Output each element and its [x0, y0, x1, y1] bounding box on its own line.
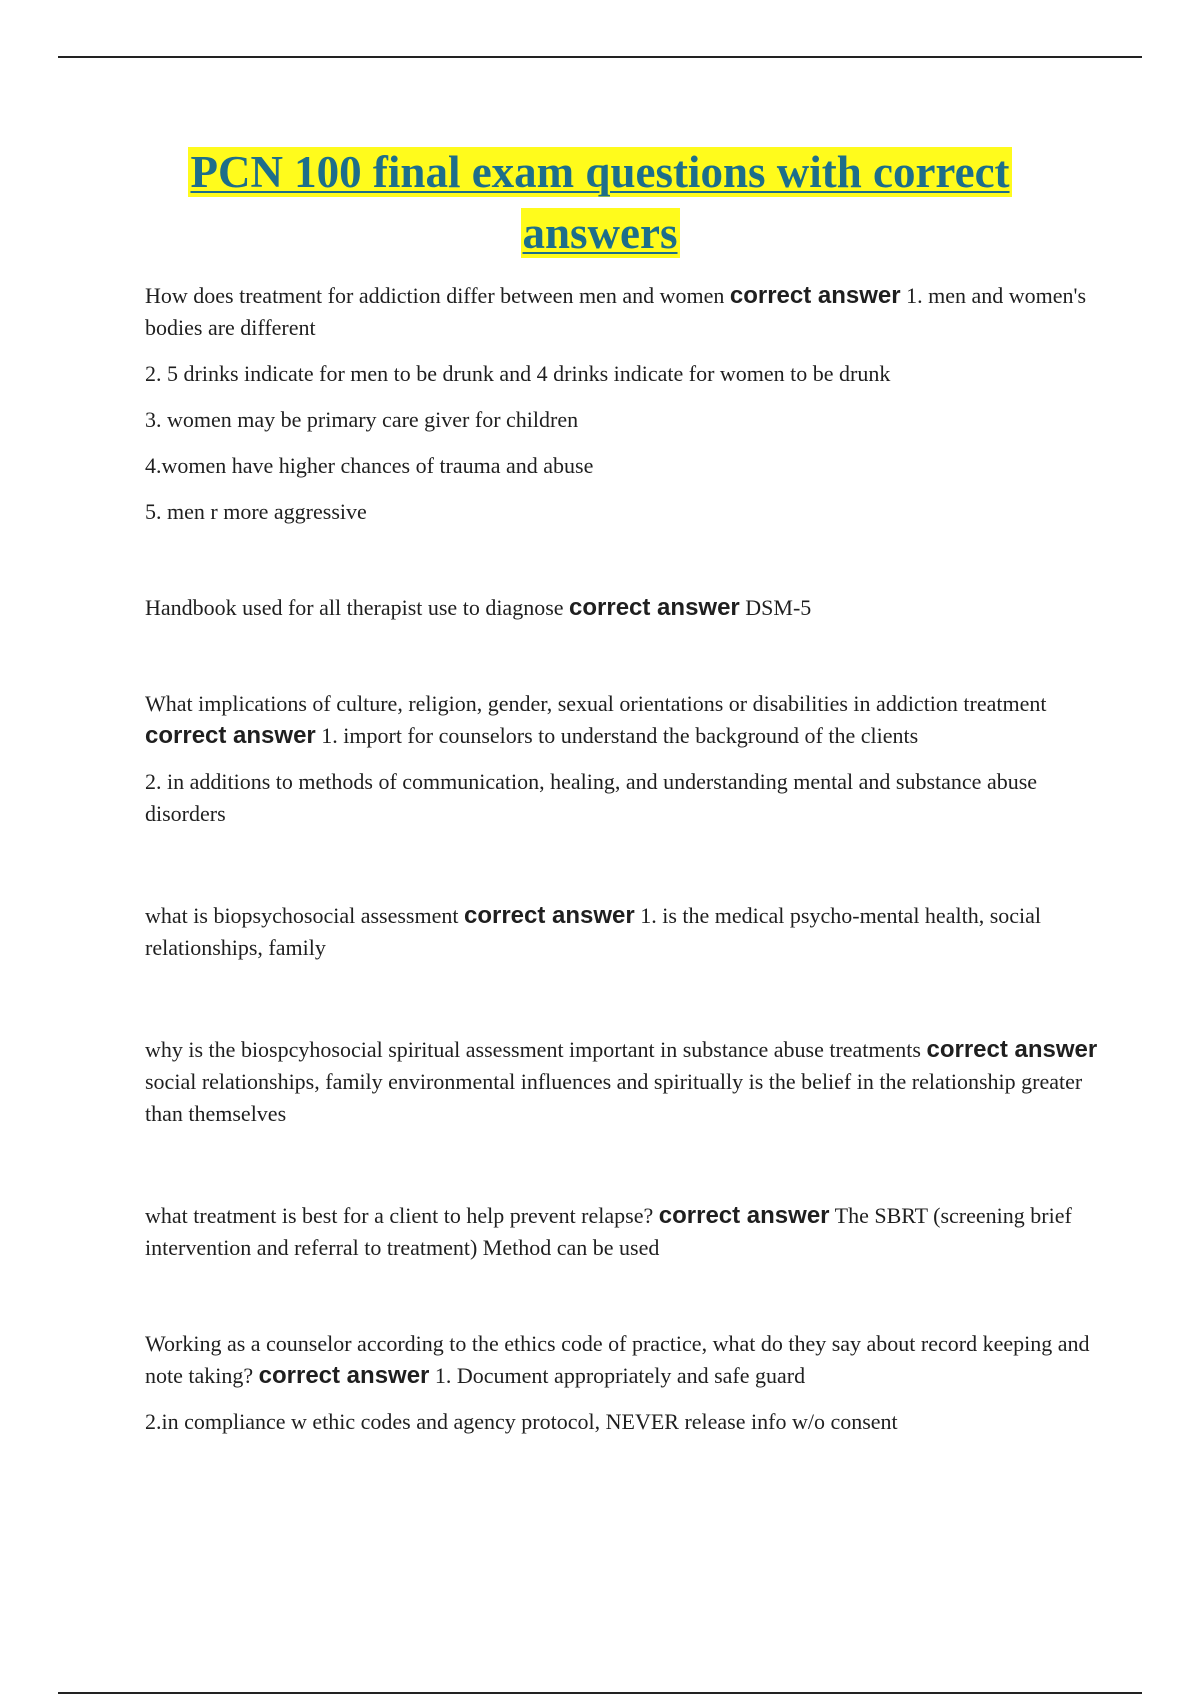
document-body — [145, 280, 1100, 1452]
answer-line: 2. in additions to methods of communication, healing, and understanding mental and substance abuse disorders — [145, 769, 1038, 826]
correct-answer-marker: correct answer — [463, 902, 635, 929]
title-line-1: PCN 100 final exam questions with correct — [190, 147, 1010, 197]
correct-answer-marker: correct answer — [926, 1036, 1098, 1063]
question-text: Working as a counselor according to the ethics code of practice, what do they say about record keeping and note taking? — [145, 1331, 1090, 1388]
title-line-2: answers — [522, 208, 678, 258]
qa-item-4 — [145, 900, 1100, 964]
answer-line: 3. women may be primary care giver for children — [145, 407, 579, 432]
correct-answer-marker: correct answer — [569, 594, 740, 621]
answer-text: 1. is the medical psycho-mental health, social relationships, family — [145, 903, 1042, 960]
answer-text: 1. Document appropriately and safe guard — [434, 1363, 806, 1388]
question-text: what is biopsychosocial assessment — [145, 903, 459, 928]
correct-answer-marker: correct answer — [729, 282, 901, 309]
answer-line: 2. 5 drinks indicate for men to be drunk and 4 drinks indicate for women to be drunk — [145, 361, 891, 386]
qa-item-6 — [145, 1200, 1100, 1264]
qa-item-3 — [145, 688, 1100, 752]
correct-answer-marker: correct answer — [258, 1362, 430, 1389]
qa-item-1 — [145, 280, 1100, 344]
top-rule — [58, 56, 1142, 58]
qa-item-5 — [145, 1034, 1100, 1130]
question-text: How does treatment for addiction differ between men and women — [145, 283, 725, 308]
answer-text: The SBRT (screening brief intervention and referral to treatment) Method can be used — [145, 1203, 1072, 1260]
answer-text: DSM-5 — [745, 595, 812, 620]
answer-line: 2.in compliance w ethic codes and agency protocol, NEVER release info w/o consent — [145, 1409, 898, 1434]
question-text: What implications of culture, religion, gender, sexual orientations or disabilities in addiction treatment — [145, 691, 1047, 716]
answer-line: 4.women have higher chances of trauma and abuse — [145, 453, 594, 478]
answer-text: social relationships, family environmental influences and spiritually is the belief in the relationship greater than themselves — [145, 1069, 1083, 1126]
question-text: what treatment is best for a client to help prevent relapse? — [145, 1203, 654, 1228]
answer-line: 5. men r more aggressive — [145, 499, 367, 524]
question-text: why is the biospcyhosocial spiritual assessment important in substance abuse treatments — [145, 1037, 921, 1062]
answer-text: 1. men and women's bodies are different — [145, 283, 1087, 340]
bottom-rule — [58, 1692, 1142, 1694]
correct-answer-marker: correct answer — [658, 1202, 830, 1229]
question-text: Handbook used for all therapist use to diagnose — [145, 595, 564, 620]
qa-item-7 — [145, 1328, 1100, 1392]
qa-item-2 — [145, 592, 1100, 624]
correct-answer-marker: correct answer — [145, 722, 316, 749]
answer-text: 1. import for counselors to understand the background of the clients — [321, 723, 919, 748]
document-title — [90, 142, 1110, 264]
